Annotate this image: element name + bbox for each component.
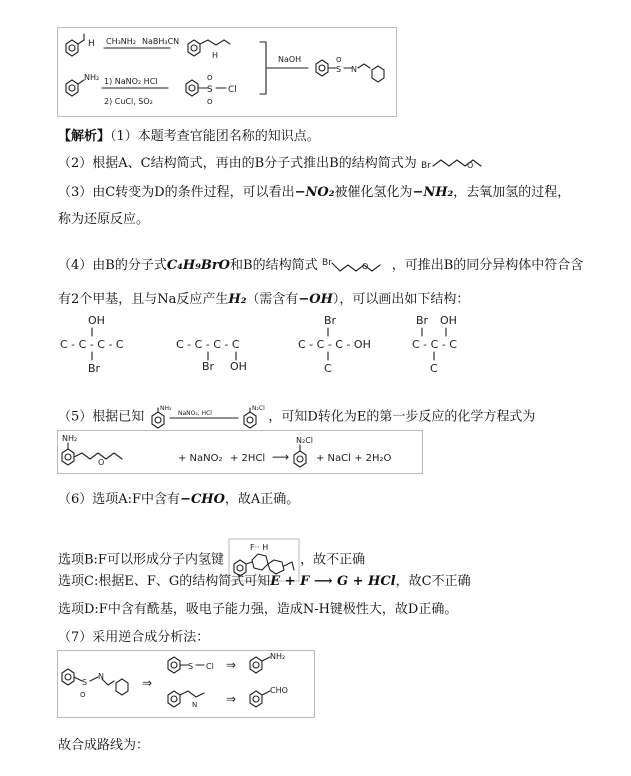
svg-text:NH₂: NH₂ [62,434,78,443]
svg-text:O: O [98,458,105,467]
svg-text:OH: OH [230,360,247,373]
analysis-line-6: （5）根据已知 NH₂ NaNO₂, HCl N₂Cl ，可知D转化为E的第一步反应的化学方程式为 [58,404,535,430]
svg-text:⇒: ⇒ [142,676,153,690]
retrosynthesis-drawing [58,651,314,717]
svg-text:OH: OH [88,314,105,327]
benzene-ring-icon [186,80,226,96]
equation-image [57,430,423,474]
svg-text:N: N [192,701,198,709]
svg-text:O: O [207,98,213,106]
svg-text:C: C [324,362,332,375]
svg-text:N: N [98,672,104,681]
analysis-line-7: （6）选项A:F中含有−CHO，故A正确。 [58,492,300,507]
svg-text:CHO: CHO [270,686,288,695]
svg-text:S: S [82,678,88,687]
analysis-line-3: （3）由C转变为D的条件过程，可以看出−NO₂被催化氢化为−NH₂，去氧加氢的过程， [58,185,571,200]
isomer-4 [412,314,457,375]
amino-formula: −NH₂ [412,185,454,200]
svg-text:H: H [212,51,219,60]
svg-text:+ 2HCl: + 2HCl [230,453,266,464]
isomer-2 [176,338,247,373]
svg-text:+ NaNO₂: + NaNO₂ [178,453,223,464]
analysis-line-5: 有2个甲基，且与Na反应产生H₂（需含有−OH），可以画出如下结构： [58,292,470,307]
svg-text:C: C [430,362,438,375]
benzene-ring-icon [66,34,84,56]
svg-text:N₂Cl: N₂Cl [252,405,266,412]
svg-text:NH₂: NH₂ [84,73,100,82]
hydrogen-formula: H₂ [228,292,247,307]
svg-text:⇒: ⇒ [226,658,237,672]
b-structure-sketch [421,154,501,174]
reagent-nabh3cn: NaBH₃CN [142,37,180,46]
analysis-line-10: 选项D:F中含有酰基，吸电子能力强，造成N-H键极性大，故D正确。 [58,602,458,617]
svg-text:Br: Br [88,362,101,375]
svg-text:Br: Br [324,314,337,327]
svg-text:N: N [351,65,357,74]
svg-text:Br: Br [416,314,429,327]
svg-text:C - C - C - C: C - C - C - C [176,338,240,351]
equation-drawing [58,431,422,473]
svg-text:O: O [80,691,86,699]
step-2-label: 2) CuCl, SO₂ [104,97,153,106]
isomer-1 [60,314,124,375]
reagent-methylamine: CH₃NH₂ [106,37,137,46]
step-1-label: 1) NaNO₂ HCl [104,77,158,86]
benzene-ring-icon [188,40,230,56]
b-molecular-formula: C₄H₉BrO [166,258,231,273]
svg-text:F·· H: F·· H [250,543,269,552]
svg-text:OH: OH [440,314,457,327]
b-structure-sketch-2 [322,255,392,277]
analysis-line-3b: 称为还原反应。 [58,212,150,227]
top-scheme-drawing [58,28,396,116]
svg-text:NH₂: NH₂ [160,405,172,412]
svg-text:H: H [88,39,95,49]
svg-text:C - C - C: C - C - C [412,338,457,351]
analysis-line-11: （7）采用逆合成分析法： [58,630,210,645]
hydroxyl-formula: −OH [298,292,333,307]
svg-text:O: O [207,74,213,82]
analysis-heading: 【解析】 [58,129,111,144]
reaction-equation: E + F ⟶ G + HCl [270,574,396,589]
svg-text:NaNO₂, HCl: NaNO₂, HCl [178,410,213,417]
svg-text:Br: Br [321,257,332,268]
svg-text:⇒: ⇒ [226,692,237,706]
svg-text:C - C - C - C: C - C - C - C [60,338,124,351]
top-scheme-image [57,27,397,117]
analysis-line-2: （2）根据A、C结构简式，再由的B分子式推出B的结构简式为 Br O [58,152,501,174]
svg-text:Br: Br [202,360,215,373]
svg-text:NH₂: NH₂ [270,652,286,661]
analysis-line-8: 选项B:F可以形成分子内氢键 F·· H ，故不正确 [58,538,365,582]
aldehyde-formula: −CHO [180,492,225,507]
svg-text:+ NaCl + 2H₂O: + NaCl + 2H₂O [316,453,392,464]
svg-text:C - C - C - OH: C - C - C - OH [298,338,371,351]
benzene-ring-icon [316,60,384,82]
svg-text:N₂Cl: N₂Cl [296,436,313,445]
benzene-ring-icon [66,80,84,96]
svg-text:S: S [188,662,194,671]
isomer-3 [298,314,371,375]
naoh-label: NaOH [278,55,302,64]
analysis-line-4: （4）由B的分子式C₄H₉BrO和B的结构简式 Br O ，可推出B的同分异构体中符合含 [58,254,583,277]
svg-text:Cl: Cl [228,85,237,95]
svg-text:O: O [361,261,369,271]
svg-text:O: O [336,56,342,64]
analysis-line-9: 选项C:根据E、F、G的结构简式可知E + F ⟶ G + HCl，故C不正确 [58,574,471,589]
svg-text:S: S [336,65,342,74]
known-reaction-sketch [148,404,268,430]
svg-text:Cl: Cl [206,662,214,671]
analysis-line-1: 【解析】（1）本题考查官能团名称的知识点。 [58,129,320,144]
svg-text:Br: Br [420,160,431,171]
svg-text:⟶: ⟶ [272,450,290,464]
svg-text:S: S [207,85,213,95]
retrosynthesis-image [57,650,315,718]
nitro-formula: −NO₂ [294,185,335,200]
svg-text:O: O [466,160,474,170]
analysis-line-12: 故合成路线为： [58,738,150,753]
isomer-structures [58,310,478,380]
